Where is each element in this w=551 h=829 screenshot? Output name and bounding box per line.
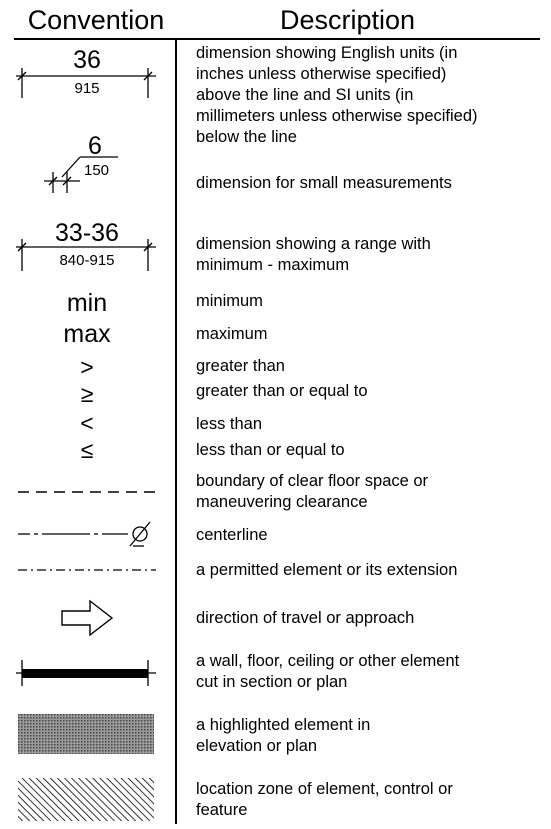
min-description: minimum [196,292,263,310]
convention-column-header: Convention [27,5,165,35]
description-line: millimeters unless otherwise specified) [196,107,478,125]
description-line: a wall, floor, ceiling or other element [196,652,460,670]
dimension-si-value: 915 [74,80,100,97]
direction-description: direction of travel or approach [196,609,415,627]
description-line: feature [196,801,248,819]
dimension-english-value: 36 [73,46,101,74]
description-line: below the line [196,128,297,146]
greater-than-description: greater than [196,357,285,375]
description-line: a highlighted element in [196,716,371,734]
location-zone-description [196,779,453,821]
less-equal-symbol: ≤ [80,437,94,463]
max-description: maximum [196,325,268,343]
description-line: maneuvering clearance [196,493,368,511]
max-symbol: max [63,320,111,348]
range-si-value: 840-915 [59,252,115,269]
description-line: above the line and SI units (in [196,86,414,104]
description-line: dimension showing English units (in [196,44,458,62]
min-symbol: min [66,289,108,317]
centerline-description: centerline [196,526,268,544]
description-line: location zone of element, control or [196,780,453,798]
less-than-symbol: < [80,410,94,436]
greater-equal-symbol: ≥ [80,381,94,407]
description-line: dimension showing a range with [196,235,431,253]
small-dimension-english-value: 6 [88,132,102,160]
description-line: elevation or plan [196,737,318,755]
small-dimension-description: dimension for small measurements [196,174,452,192]
description-column-header: Description [280,5,416,35]
small-dimension-si-value: 150 [84,162,110,179]
description-line: inches unless otherwise specified) [196,65,447,83]
less-than-description: less than [196,415,263,433]
description-line: cut in section or plan [196,673,348,691]
greater-equal-description: greater than or equal to [196,382,368,400]
greater-than-symbol: > [80,354,94,380]
description-line: boundary of clear floor space or [196,472,429,490]
permitted-description: a permitted element or its extension [196,561,458,579]
description-line: minimum - maximum [196,256,350,274]
range-english-value: 33-36 [55,219,119,247]
less-equal-description: less than or equal to [196,441,345,459]
